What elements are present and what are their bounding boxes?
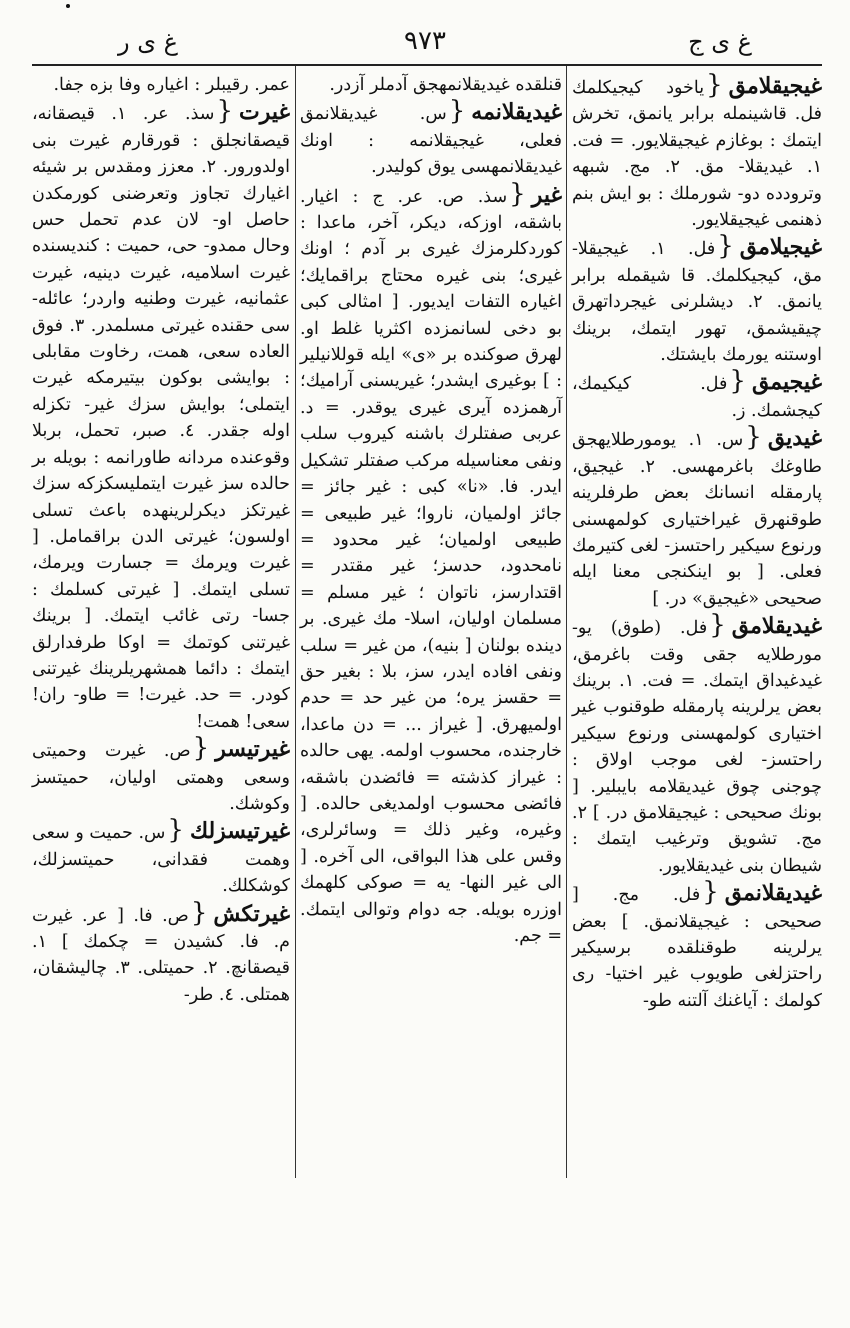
brace-mark: { [509, 178, 526, 209]
entry-headword: غير [531, 181, 562, 208]
entry-definition: ياخود كيجيكلمك فل. قاشينمله برابر يانمق، تخرش ايتمك : بوغازم غيجيقلايور. = فت. ١. غيديقلا- مق. ٢. مج. شبهه وترودده دو- شورملك : بو ايش بنم ذهنمى غيجيقلايور. [572, 78, 822, 231]
page-header [28, 26, 822, 66]
ink-dot [66, 4, 70, 8]
entry-headword: غيجيلامق [739, 234, 823, 261]
entry-definition: س. حميت و سعى وهمت فقدانى، حميتسزلك، كوشكلك. [32, 823, 290, 897]
entry-headword: غيجيمق [751, 369, 822, 396]
dictionary-entry [572, 233, 822, 368]
entry-definition: فل. (طوق) يو- مورطلايه جقى وقت باغرمق، غيدغيداق ايتمك. = فت. ١. برينك بعض يرلرينه پارمقله طوقنوب غير اختيارى كولمهسنى ورنوع سيكير راحتسز- لغى موجب اولاق : چوجنى چوق غيديقلامه بايبلير. [ بونك صحيحى : غيجيقلامق در. ] ٢. مج. تشويق وترغيب ايتمك : شيطان بنى غيديقلايور. [572, 618, 822, 876]
entry-definition: س. ١. يومورطلايهجق طاوغك باغرمهسى. ٢. غيجيق، پارمقله انسانك بعض طرفلرينه طوقنهرق غيراختيارى كولمهسنى ورنوع سيكير راحتسز- لغى كتيرمك فعلى. [ بو اينكنجى معنا ايله صحيحى «غيجيق» در. ] [572, 430, 822, 609]
dictionary-entry [572, 368, 822, 424]
entry-headword: غيرت [238, 99, 290, 126]
dictionary-entry [300, 98, 562, 180]
entry-definition: س. غيديقلانمق فعلى، غيجيقلانمه : اونك غيديقلانمهسى يوق كوليدر. [300, 104, 562, 178]
entry-definition: ص. فا. [ عر. غيرت م. فا. كشيدن = چكمك ] ١. قيصقانچ. ٢. حميتلى. ٣. چاليشقان، همتلى. ٤. طر- [32, 905, 290, 1005]
entry-headword: غيديقلانمق [724, 880, 822, 907]
dictionary-entry [572, 424, 822, 612]
brace-mark: { [706, 70, 723, 100]
page-number: ٩٧٣ [404, 26, 446, 56]
column-middle [300, 72, 562, 949]
brace-mark: { [729, 366, 746, 397]
dictionary-entry [32, 897, 290, 1009]
dictionary-entry [32, 98, 290, 735]
brace-mark: { [190, 897, 208, 928]
dictionary-entry [572, 879, 822, 1014]
brace-mark: { [167, 815, 184, 846]
entry-headword: غيجيقلامق [728, 73, 822, 99]
dictionary-entry [300, 72, 562, 98]
brace-mark: { [717, 231, 734, 262]
entry-definition: قنلقده غيديقلانمهجق آدملر آزدر. [329, 75, 562, 95]
dictionary-entry [32, 735, 290, 817]
entry-definition: سذ. عر. ١. قيصقانه، قيصقانجلق : قورقارم غيرت بنى اولدورور. ٢. معزز ومقدس بر شيئه اغيارك تجاوز وتعرضنى كورمكدن حاصل او- لان عدم تحمل حس وحال ممدو- حى، حميت : كنديسنده غيرت اسلاميه، غيرت دينيه، غيرت عثمانيه، غيرت وطنيه واردر؛ عائله- سى حقنده غيرتى مسلمدر. ٣. فوق العاده سعى، همت، رخاوت مقابلى : بوايشى بوكون بيتيرمكه غيرت ايتملى؛ بوايش سزك غير- تكزله اوله جقدر. ٤. صبر، تحمل، بربلا وقوعنده مردانه طاورانمه : بويله بر حالده سز غيرت ايتمليسكزكه سزك غيرتكز ديكرلرينهده باعث تسلى اولسون؛ غيرتى الدن براقمامل. [ غيرت ويرمك = جسارت ويرمك، تسلى ايتمك. [ غيرتى كسلمك : جسا- رتى غائب ايتمك. [ برينك غيرتنى كوتمك = اوكا طرفدارلق ايتمك : دائما همشهريلرينك غيرتنى كودر. = حد. غيرت! = طاو- ران! سعى! همت! [32, 104, 290, 732]
header-left-key: غ ى ر [118, 28, 178, 56]
entry-definition: ص. غيرت وحميتى وسعى وهمتى اوليان، حميتسز وكوشك. [32, 741, 290, 814]
dictionary-entry [32, 72, 290, 98]
brace-mark: { [448, 96, 466, 127]
dictionary-entry [572, 72, 822, 233]
entry-definition: عمر. رقيبلر : اغياره وفا بزه جفا. [53, 75, 290, 95]
entry-headword: غيرتكش [213, 900, 290, 927]
entry-headword: غيديقلامق [731, 613, 822, 640]
dictionary-entry [300, 178, 562, 950]
brace-mark: { [745, 422, 762, 453]
entry-definition: فل. ١. غيجيقلا- مق، كيجيكلمك. قا شيقمله برابر يانمق. ٢. ديشلرنى غيجرداتهرق چيقيشمق، تهور ايتمك، برينك اوستنه يورمك بايشتك. [572, 239, 822, 366]
column-divider-left [295, 66, 296, 1178]
entry-headword: غيرتيسزلك [189, 818, 290, 845]
entry-definition: فل. كيكيمك، كيجشمك. ز. [572, 374, 822, 421]
brace-mark: { [702, 877, 719, 908]
entry-definition: فل. مج. [ صحيحى : غيجيقلانمق. ] بعض يرلرينه طوقنلقده برسيكير راحتزلغى طويوب غير اختيا- رى كولمك : آياغنك آلتنه طو- [572, 885, 822, 1011]
entry-headword: غيديقلانمه [471, 99, 562, 126]
header-right-key: غ ى ج [688, 28, 752, 56]
entry-definition: سذ. ص. عر. ج : اغيار. باشقه، اوزكه، ديكر، آخر، ماعدا : كوردكلرمزك غيرى بر آدم ؛ اونك غيرى؛ بنى غيره محتاج براقمايك؛ اغياره التفات ايديور. [ امثالى كبى بو دخى لسانمزده اكثريا غلط او. لهرق صوكنده بر «ى» ايله قوللانيلير : ] بوغيرى ايشدر؛ غيريسنى آراميك؛ آرهمزده آيرى غيرى يوقدر. = د. عربى صفتلرك باشنه كيروب سلب ونفى معناسيله مركب صفتلر تشكيل ايدر. فا. «نا» كبى : غير جائز = جائز اولميان، ناروا؛ غير طبيعى = طبيعى اولميان؛ غير محدود = نامحدود، حدسز؛ غير مقتدر = اقتدارسز، ناتوان ؛ غير مسلم = مسلمان اوليان، اسلا- مك غيرى. بر دينده بولنان [ بنيه)، من غير = سلب ونفى افاده ايدر، سز، بلا : بغير حق = حقسز يره؛ من غير حد = حدم اولميهرق. [ غيراز ... = دن ماعدا، خارجنده، محسوب اولمه. يهى حالده : غيراز كذشته = فائضدن باشقه، فائضى محسوب اولمديغى حالده. [ وغيره، وغير ذلك = وسائرلرى، وقس على هذا البواقى، الى آخره. [ الى غير النها- يه = صوكى كلهمك اوزره بويله. جه دوام وتوالى ايتمك. = جم. [300, 186, 562, 946]
column-right [572, 72, 822, 1014]
entry-headword: غيرتيسر [215, 736, 290, 763]
header-rule [32, 64, 822, 66]
column-divider-right [566, 66, 567, 1178]
dictionary-entry [32, 817, 290, 899]
brace-mark: { [216, 96, 233, 127]
brace-mark: { [709, 610, 726, 641]
column-left [32, 72, 290, 1008]
entry-headword: غيديق [767, 425, 822, 452]
brace-mark: { [192, 733, 210, 764]
dictionary-entry [572, 612, 822, 879]
